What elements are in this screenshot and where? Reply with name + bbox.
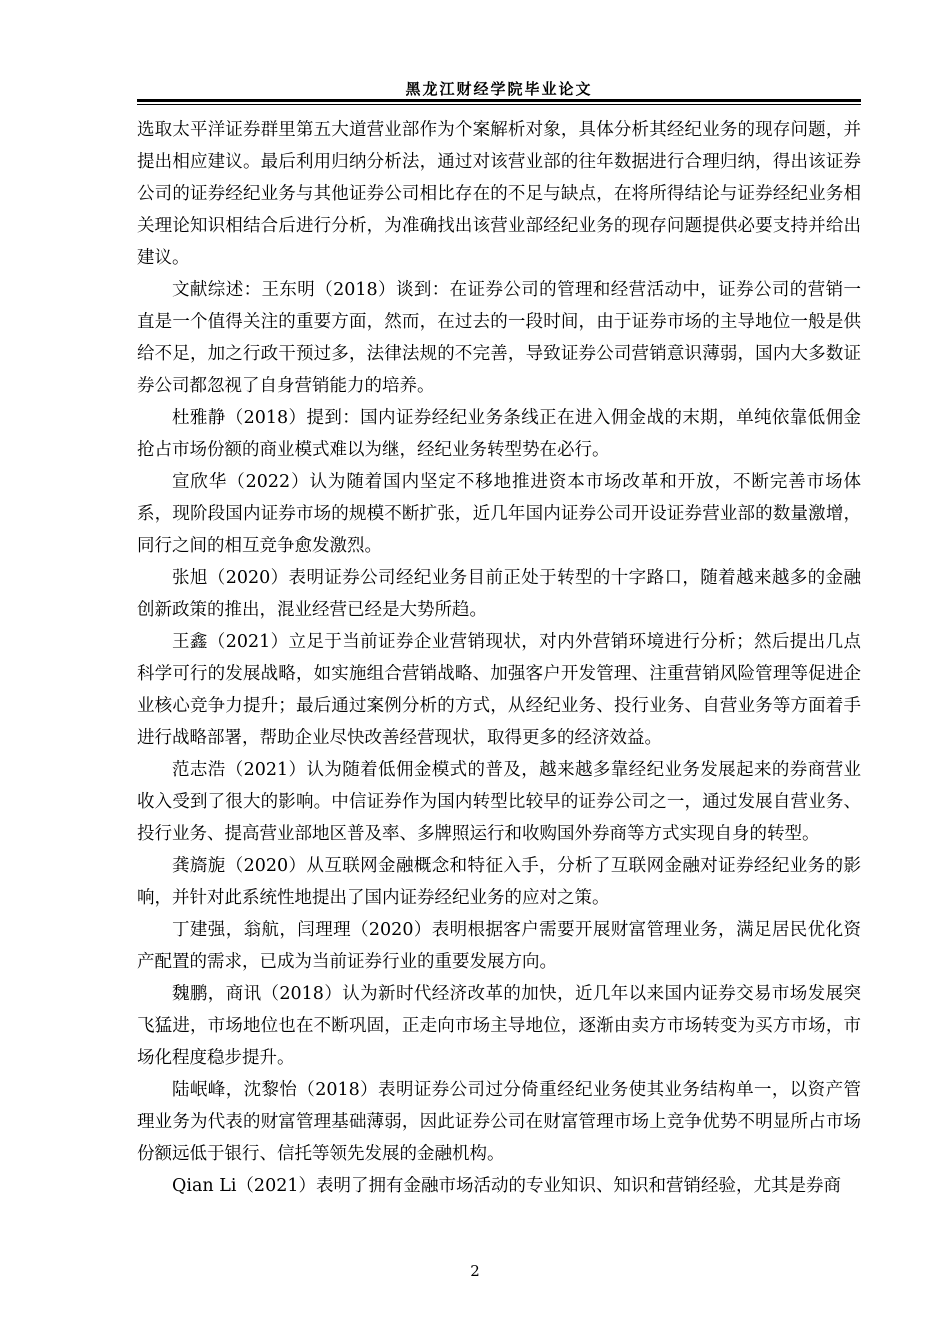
paragraph: 张旭（2020）表明证券公司经纪业务目前正处于转型的十字路口，随着越来越多的金融创新政策的推出，混业经营已经是大势所趋。 (137, 568, 861, 620)
paragraph-literature-review: 文献综述：王东明（2018）谈到：在证券公司的管理和经营活动中，证券公司的营销一直是一个值得关注的重要方面，然而，在过去的一段时间，由于证券市场的主导地位一般是供给不足，加之行政干预过多，法律法规的不完善，导致证券公司营销意识薄弱，国内大多数证券公司都忽视了自身营销能力的培养。 (137, 280, 861, 396)
running-header: 黑龙江财经学院毕业论文 (405, 80, 593, 98)
paragraph: Qian Li（2021）表明了拥有金融市场活动的专业知识、知识和营销经验，尤其是券商 (172, 1176, 841, 1196)
paragraph: 范志浩（2021）认为随着低佣金模式的普及，越来越多靠经纪业务发展起来的券商营业收入受到了很大的影响。中信证券作为国内转型比较早的证券公司之一，通过发展自营业务、投行业务、提高营业部地区普及率、多牌照运行和收购国外券商等方式实现自身的转型。 (137, 760, 861, 844)
paragraph: 龚旖旎（2020）从互联网金融概念和特征入手，分析了互联网金融对证券经纪业务的影响，并针对此系统性地提出了国内证券经纪业务的应对之策。 (137, 856, 861, 908)
body-text (137, 114, 861, 1202)
paragraph: 陆岷峰，沈黎怡（2018）表明证券公司过分倚重经纪业务使其业务结构单一，以资产管理业务为代表的财富管理基础薄弱，因此证券公司在财富管理市场上竞争优势不明显所占市场份额远低于银行、信托等领先发展的金融机构。 (137, 1080, 861, 1164)
paragraph: 魏鹏，商讯（2018）认为新时代经济改革的加快，近几年以来国内证券交易市场发展突飞猛进，市场地位也在不断巩固，正走向市场主导地位，逐渐由卖方市场转变为买方市场，市场化程度稳步提升。 (137, 984, 861, 1068)
paragraph: 宣欣华（2022）认为随着国内坚定不移地推进资本市场改革和开放，不断完善市场体系，现阶段国内证券市场的规模不断扩张，近几年国内证券公司开设证券营业部的数量激增，同行之间的相互竞争愈发激烈。 (137, 472, 861, 556)
header-rule-thin (137, 104, 861, 105)
page-number: 2 (470, 1262, 480, 1280)
header-rule-thick (137, 99, 861, 102)
paragraph: 丁建强，翁航，闫理理（2020）表明根据客户需要开展财富管理业务，满足居民优化资产配置的需求，已成为当前证券行业的重要发展方向。 (137, 920, 861, 972)
paragraph-continuation: 选取太平洋证券群里第五大道营业部作为个案解析对象，具体分析其经纪业务的现存问题，并提出相应建议。最后利用归纳分析法，通过对该营业部的往年数据进行合理归纳，得出该证券公司的证券经纪业务与其他证券公司相比存在的不足与缺点，在将所得结论与证券经纪业务相关理论知识相结合后进行分析，为准确找出该营业部经纪业务的现存问题提供必要支持并给出建议。 (137, 120, 861, 268)
paragraph: 杜雅静（2018）提到：国内证券经纪业务条线正在进入佣金战的末期，单纯依靠低佣金抢占市场份额的商业模式难以为继，经纪业务转型势在必行。 (137, 408, 861, 460)
paragraph: 王鑫（2021）立足于当前证券企业营销现状，对内外营销环境进行分析；然后提出几点科学可行的发展战略，如实施组合营销战略、加强客户开发管理、注重营销风险管理等促进企业核心竞争力提升；最后通过案例分析的方式，从经纪业务、投行业务、自营业务等方面着手进行战略部署，帮助企业尽快改善经营现状，取得更多的经济效益。 (137, 632, 861, 748)
